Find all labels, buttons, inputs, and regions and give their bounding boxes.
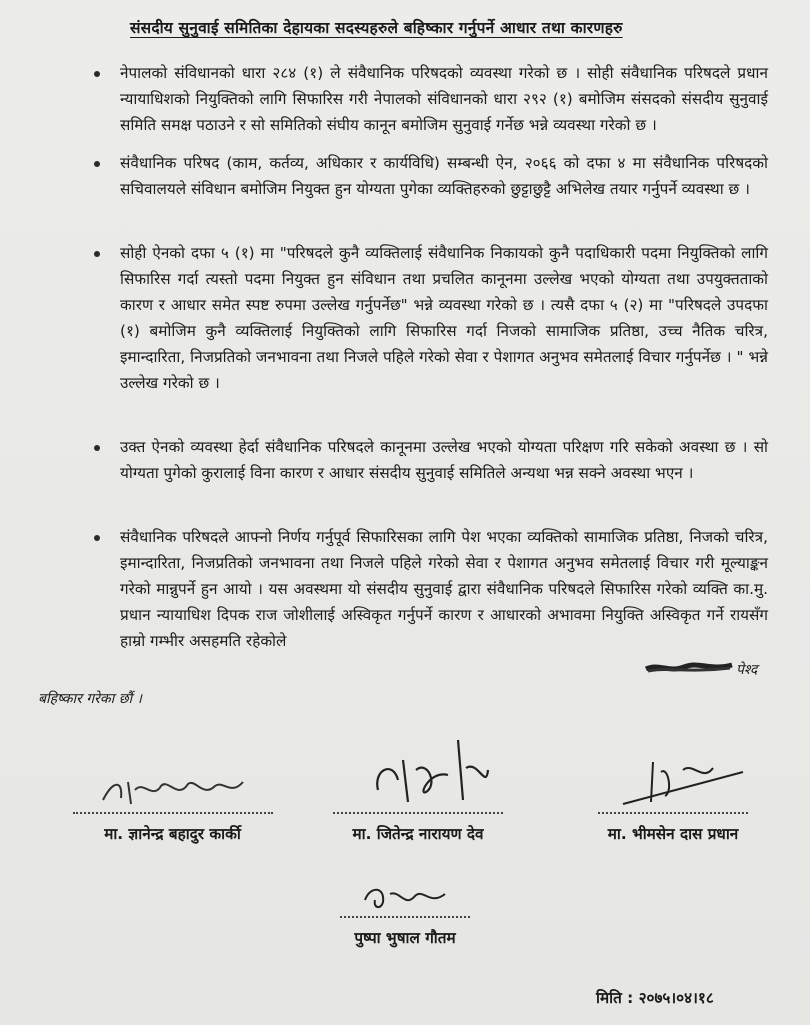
list-item (78, 60, 768, 138)
list-item-text: सोही ऐनको दफा ५ (१) मा "परिषदले कुनै व्यक्तिलाई संवैधानिक निकायको कुनै पदाधिकारी पदमा नियुक्तिको लागि सिफारिस गर्दा त्यस्तो पदमा नियुक्त हुन संविधान तथा प्रचलित कानूनमा उल्लेख भएको योग्यता तथा उपयुक्तताको कारण र आधार समेत स्पष्ट रुपमा उल्लेख गर्नुपर्नेछ" भन्ने व्यवस्था गरेको छ । त्यसै दफा ५ (२) मा "परिषदले उपदफा (१) बमोजिम कुनै व्यक्तिलाई नियुक्तिको लागि सिफारिस गर्दा निजको सामाजिक प्रतिष्ठा, उच्च नैतिक चरित्र, इमान्दारिता, निजप्रतिको जनभावना तथा निजले पहिले गरेको सेवा र पेशागत अनुभव समेतलाई विचार गर्नुपर्नेछ । " भन्ने उल्लेख गरेको छ । (120, 244, 768, 392)
signature-block (578, 752, 768, 844)
list-item (78, 434, 768, 512)
signature-block (325, 880, 485, 948)
signature-line (340, 916, 470, 918)
signature-line (73, 812, 273, 814)
signatory-name: मा. जितेन्द्र नारायण देव (352, 825, 484, 843)
signature-image (345, 880, 465, 916)
list-item (78, 524, 768, 680)
document-title: संसदीय सुनुवाई समितिका देहायका सदस्यहरुले बहिष्कार गर्नुपर्ने आधार तथा कारणहरु (130, 19, 623, 37)
date-value: २०७५।०४।१८ (638, 989, 714, 1007)
bullet-icon (94, 251, 100, 257)
signature-image (83, 770, 263, 812)
bullet-icon (94, 71, 100, 77)
document-date (596, 988, 714, 1008)
signature-image (338, 730, 498, 812)
signatory-name: मा. ज्ञानेन्द्र बहादुर कार्की (104, 825, 241, 843)
signature-line (598, 812, 748, 814)
list-item-text: नेपालको संविधानको धारा २८४ (१) ले संवैधानिक परिषदको व्यवस्था गरेको छ । सोही संवैधानिक परिषदले प्रधान न्यायाधिशको नियुक्तिको लागि सिफारिस गरी नेपालको संविधानको धारा २९२ (१) बमोजिम संसदको संसदीय सुनुवाई समिति समक्ष पठाउने र सो समितिको संघीय कानून बमोजिम सुनुवाई गर्नेछ भन्ने व्यवस्था गरेको छ । (120, 64, 768, 134)
list-item-text: संवैधानिक परिषद (काम, कर्तव्य, अधिकार र कार्यविधि) सम्बन्धी ऐन, २०६६ को दफा ४ मा संवैधानिक परिषदको सचिवालयले संविधान बमोजिम नियुक्त हुन योग्यता पुगेका व्यक्तिहरुको छुट्टाछुट्टै अभिलेख तयार गर्नुपर्ने व्यवस्था छ । (120, 154, 768, 198)
bullet-icon (94, 445, 100, 451)
date-label: मिति : (596, 989, 634, 1007)
handwritten-margin-note: पेश्द (736, 662, 758, 678)
list-item (78, 240, 768, 422)
list-item-text: संवैधानिक परिषदले आफ्नो निर्णय गर्नुपूर्व सिफारिसका लागि पेश भएका व्यक्तिको सामाजिक प्रतिष्ठा, निजको चरित्र, इमान्दारिता, निजप्रतिको जनभावना तथा निजले पहिले गरेको सेवा र पेशागत अनुभव समेतलाई विचार गरी मूल्याङ्कन गरेको मान्नुपर्ने हुन आयो । यस अवस्थमा यो संसदीय सुनुवाई द्वारा संवैधानिक परिषदले सिफारिस गरेको व्यक्ति का.मु. प्रधान न्यायाधिश दिपक राज जोशीलाई अस्विकृत गर्नुपर्ने कारण र आधारको अभावमा नियुक्ति अस्विकृत गर्ने रायसँग हाम्रो गम्भीर असहमति रहेकोले (120, 528, 768, 650)
signatory-name: मा. भीमसेन दास प्रधान (607, 825, 739, 843)
scribbled-out-text (644, 659, 734, 677)
signature-block (318, 730, 518, 844)
signature-image (593, 752, 753, 812)
handwritten-continuation: बहिष्कार गरेका छौं । (38, 691, 142, 707)
bullet-icon (94, 535, 100, 541)
list-item-text: उक्त ऐनको व्यवस्था हेर्दा संवैधानिक परिषदले कानूनमा उल्लेख भएको योग्यता परिक्षण गरि सकेको अवस्था छ । सो योग्यता पुगेको कुरालाई विना कारण र आधार संसदीय सुनुवाई समितिले अन्यथा भन्न सक्ने अवस्था भएन । (120, 438, 768, 482)
signature-block (60, 770, 285, 844)
reasons-list (78, 60, 768, 692)
signatory-name: पुष्पा भुषाल गौतम (354, 929, 456, 947)
list-item (78, 150, 768, 228)
bullet-icon (94, 161, 100, 167)
signature-line (333, 812, 503, 814)
